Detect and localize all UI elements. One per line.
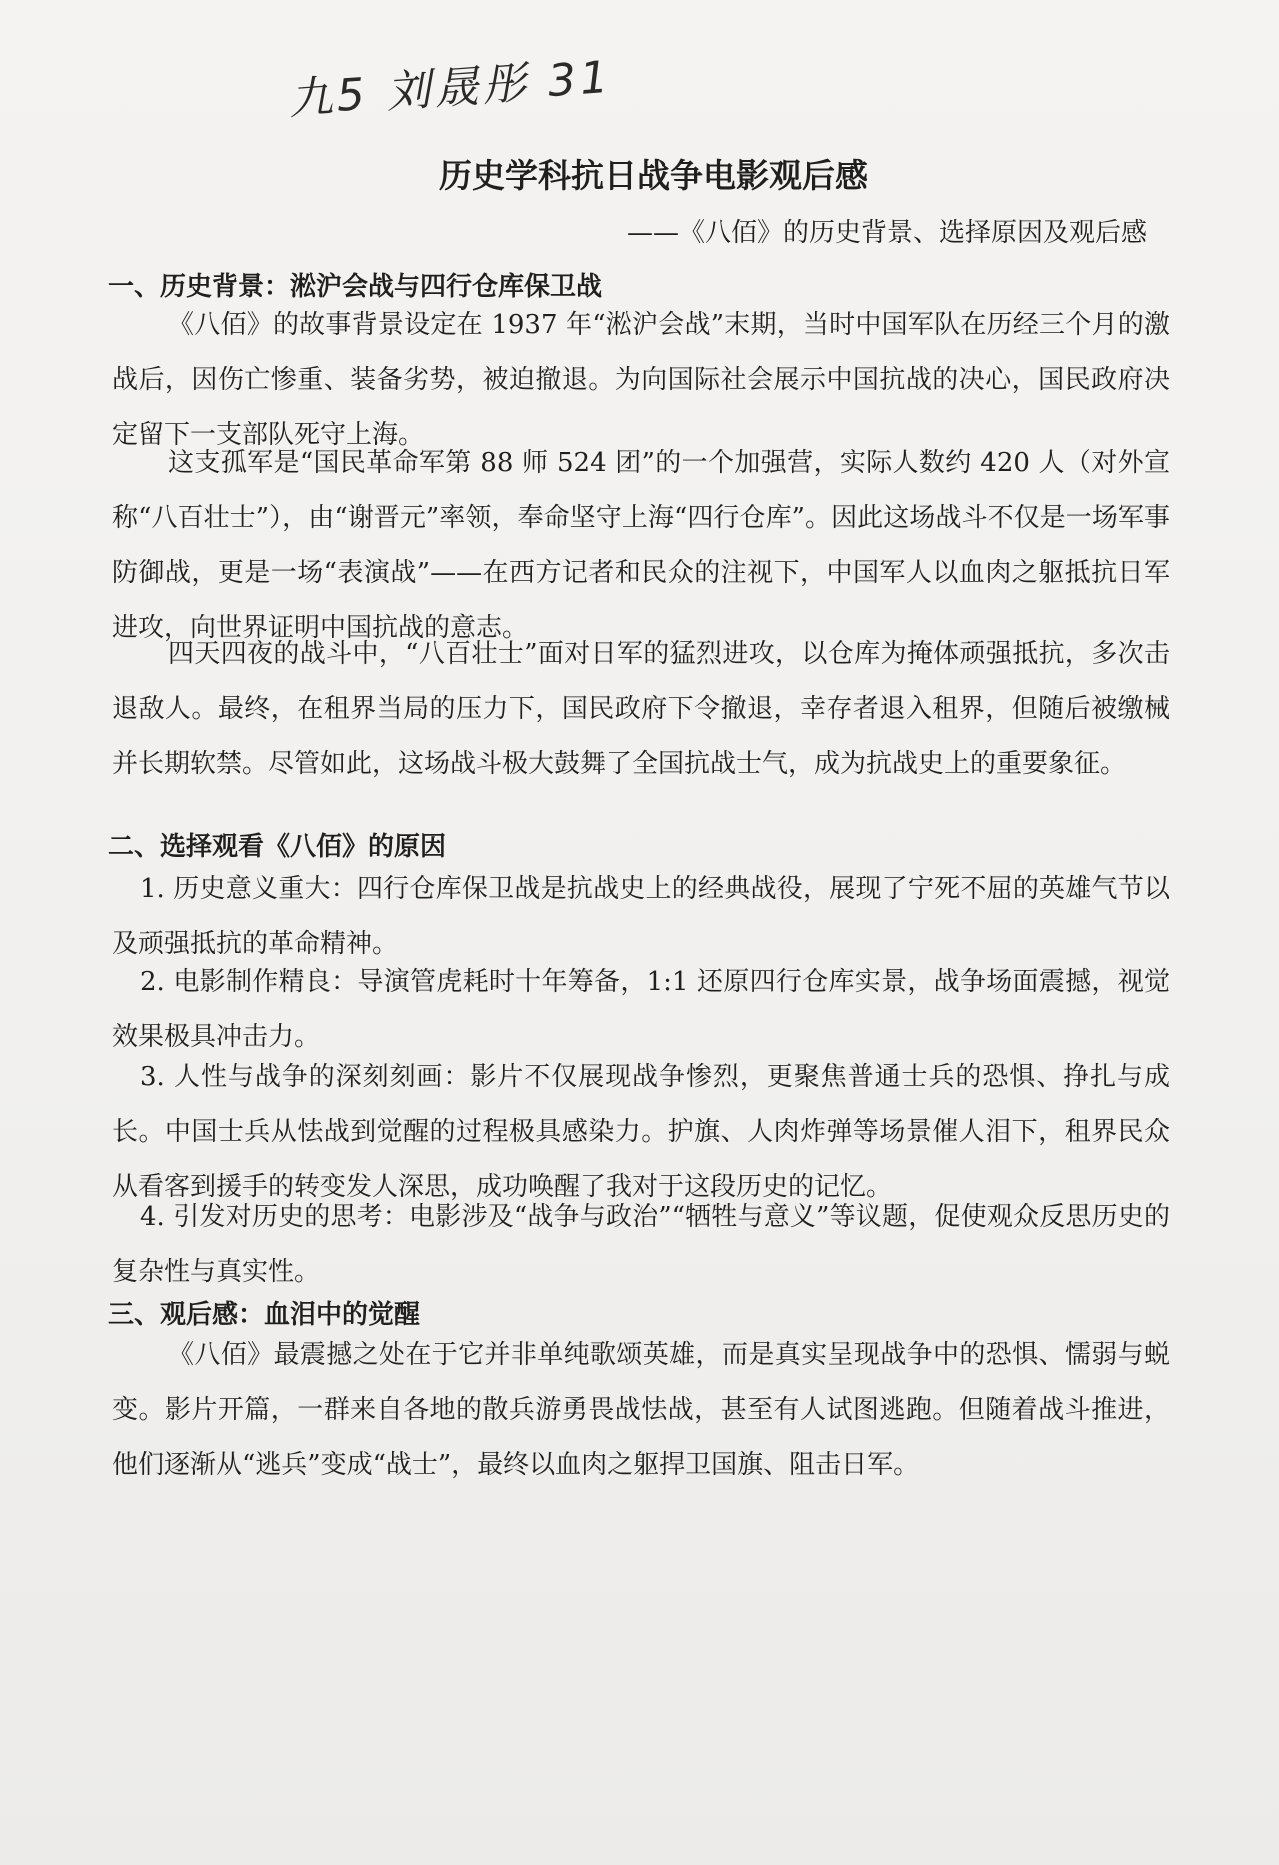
paragraph-background-3: 四天四夜的战斗中，“八百壮士”面对日军的猛烈进攻，以仓库为掩体顽强抵抗，多次击退敌人。最终，在租界当局的压力下，国民政府下令撤退，幸存者退入租界，但随后被缴械并长期软禁。尽管如此，这场战斗极大鼓舞了全国抗战士气，成为抗战史上的重要象征。 [112,639,1170,779]
section-heading-background: 一、历史背景：淞沪会战与四行仓库保卫战 [108,272,603,302]
paragraph-background-2: 这支孤军是“国民革命军第 88 师 524 团”的一个加强营，实际人数约 420 人（对外宣称“八百壮士”），由“谢晋元”率领，奉命坚守上海“四行仓库”。因此这场战斗不仅是一场军事防御战，更是一场“表演战”——在西方记者和民众的注视下，中国军人以血肉之躯抵抗日军进攻，向世界证明中国抗战的意志。 [112,448,1170,643]
section-heading-reflection: 三、观后感：血泪中的觉醒 [108,1300,421,1330]
page-subtitle: ——《八佰》的历史背景、选择原因及观后感 [626,218,1147,248]
reason-item-4: 4. 引发对历史的思考：电影涉及“战争与政治”“牺牲与意义”等议题，促使观众反思历史的复杂性与真实性。 [112,1202,1170,1287]
reason-item-1: 1. 历史意义重大：四行仓库保卫战是抗战史上的经典战役，展现了宁死不屈的英雄气节以及顽强抵抗的革命精神。 [112,874,1170,959]
paragraph-reflection-1: 《八佰》最震撼之处在于它并非单纯歌颂英雄，而是真实呈现战争中的恐惧、懦弱与蜕变。影片开篇，一群来自各地的散兵游勇畏战怯战，甚至有人试图逃跑。但随着战斗推进，他们逐渐从“逃兵”变成“战士”，最终以血肉之躯捍卫国旗、阻击日军。 [112,1340,1170,1480]
paragraph-background-1: 《八佰》的故事背景设定在 1937 年“淞沪会战”末期，当时中国军队在历经三个月的激战后，因伤亡惨重、装备劣势，被迫撤退。为向国际社会展示中国抗战的决心，国民政府决定留下一支部队死守上海。 [112,310,1170,450]
reason-item-3: 3. 人性与战争的深刻刻画：影片不仅展现战争惨烈，更聚焦普通士兵的恐惧、挣扎与成长。中国士兵从怯战到觉醒的过程极具感染力。护旗、人肉炸弹等场景催人泪下，租界民众从看客到援手的转变发人深思，成功唤醒了我对于这段历史的记忆。 [112,1062,1170,1202]
section-heading-reasons: 二、选择观看《八佰》的原因 [108,832,447,862]
page-title: 历史学科抗日战争电影观后感 [439,156,868,195]
reason-item-2: 2. 电影制作精良：导演管虎耗时十年筹备，1:1 还原四行仓库实景，战争场面震撼，视觉效果极具冲击力。 [112,967,1170,1052]
handwritten-class-name: 九5 刘晟彤 31 [286,51,614,126]
